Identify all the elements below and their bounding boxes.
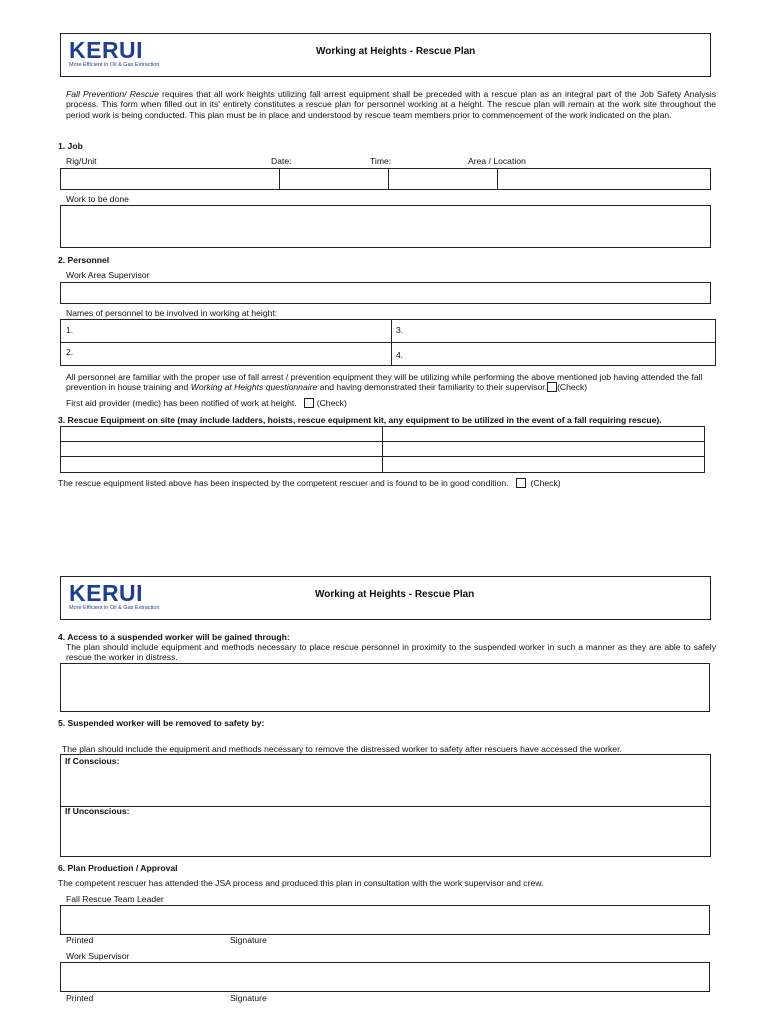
section-removal-heading: 5. Suspended worker will be removed to safety by: [58, 718, 265, 728]
form-title: Working at Heights - Rescue Plan [315, 589, 475, 600]
equipment-table [60, 426, 705, 473]
intro-italic-lead: Fall Prevention/ Rescue [66, 89, 159, 99]
removal-instructions: The plan should include the equipment and methods necessary to remove the distressed worker to safety after rescuers have accessed the worker. [62, 744, 622, 754]
page-header-1 [60, 33, 711, 77]
time-field[interactable] [389, 169, 498, 189]
equipment-cell[interactable] [61, 427, 382, 441]
approval-statement: The competent rescuer has attended the JSA process and produced this plan in consultation with the work supervisor and crew. [58, 878, 544, 888]
if-conscious-field[interactable] [61, 767, 710, 805]
check-label: (Check) [530, 478, 561, 488]
work-supervisor-printed-label: Printed [66, 993, 94, 1003]
work-to-be-done-label: Work to be done [66, 194, 129, 204]
if-unconscious-label: If Unconscious: [65, 806, 130, 816]
personnel-slot[interactable]: 3. [396, 325, 404, 335]
first-aid-text: First aid provider (medic) has been notified of work at height. [66, 398, 297, 408]
job-fields-row [60, 168, 711, 190]
date-label: Date: [271, 156, 292, 166]
personnel-slot[interactable]: 1. [66, 325, 74, 335]
work-supervisor-label: Work Supervisor [66, 951, 130, 961]
inspected-text: The rescue equipment listed above has been inspected by the competent rescuer and is found to be in good condition. [58, 478, 509, 488]
access-instructions: The plan should include equipment and methods necessary to place rescue personnel in proximity to the suspended worker in such a manner as they are able to safely rescue the worker in distress. [66, 642, 716, 663]
team-leader-field[interactable] [60, 905, 710, 935]
access-field[interactable] [60, 663, 710, 712]
intro-paragraph [66, 89, 716, 120]
removal-table [60, 754, 711, 857]
team-leader-printed-label: Printed [66, 935, 94, 945]
personnel-names-label: Names of personnel to be involved in working at height: [66, 308, 278, 318]
equipment-cell[interactable] [61, 457, 382, 472]
equipment-cell[interactable] [383, 457, 704, 472]
work-supervisor-field[interactable] [60, 962, 710, 992]
work-to-be-done-field[interactable] [60, 205, 711, 248]
section-approval-heading: 6. Plan Production / Approval [58, 863, 178, 873]
check-label: (Check) [557, 382, 588, 393]
section-personnel-heading: 2. Personnel [58, 255, 110, 265]
first-aid-checkbox[interactable] [304, 398, 314, 408]
check-label: (Check) [316, 398, 347, 408]
familiarity-text: All personnel are familiar with the proper use of fall arrest / prevention equipment they will be utilizing while performing the above mentioned job having attended the fall prevention in house training and [66, 372, 703, 393]
logo-wordmark: KERUI [69, 580, 144, 606]
if-unconscious-field[interactable] [61, 818, 710, 856]
work-supervisor-signature-label: Signature [230, 993, 267, 1003]
section-equipment-heading: 3. Rescue Equipment on site (may include ladders, hoists, rescue equipment kit, any equipment to be utilized in the event of a fall requiring rescue). [58, 415, 662, 425]
page-header-2 [60, 576, 711, 620]
section-job-heading: 1. Job [58, 141, 83, 151]
work-area-supervisor-field[interactable] [60, 282, 711, 304]
personnel-names-table [60, 319, 716, 366]
form-title: Working at Heights - Rescue Plan [316, 46, 476, 57]
intro-text: requires that all work heights utilizing fall arrest equipment shall be preceded with a rescue plan as an integral part of the Job Safety Analysis process. This form when filled out in its' entirety constitutes a rescue plan for personnel working at a height. The rescue plan will remain at the work site throughout the period work is being conducted. This plan must be in place and understood by rescue team members prior to commencement of the work indicated on the plan. [66, 89, 716, 120]
rig-field[interactable] [61, 169, 280, 189]
personnel-familiarity-statement [66, 372, 716, 393]
personnel-slot[interactable]: 2. [66, 347, 74, 357]
company-logo [69, 38, 159, 69]
equipment-cell[interactable] [383, 442, 704, 456]
familiarity-text-end: and having demonstrated their familiarity to their supervisor. [317, 382, 548, 393]
personnel-slot[interactable]: 4. [396, 350, 404, 360]
logo-tagline: More Efficient in Oil & Gas Extraction [69, 605, 160, 611]
questionnaire-name: Working at Heights questionnaire [190, 382, 318, 393]
team-leader-signature-label: Signature [230, 935, 267, 945]
if-conscious-label: If Conscious: [65, 756, 120, 766]
logo-tagline: More Efficient in Oil & Gas Extraction [69, 62, 160, 68]
rig-label: Rig/Unit [66, 156, 97, 166]
company-logo [69, 581, 159, 612]
first-aid-statement [66, 398, 347, 408]
work-area-supervisor-label: Work Area Supervisor [66, 270, 150, 280]
team-leader-label: Fall Rescue Team Leader [66, 894, 164, 904]
familiarity-checkbox[interactable] [547, 382, 557, 392]
area-label: Area / Location [468, 156, 526, 166]
time-label: Time: [370, 156, 392, 166]
area-field[interactable] [498, 169, 710, 189]
divider [61, 342, 715, 343]
equipment-inspected-statement [58, 478, 561, 488]
date-field[interactable] [280, 169, 389, 189]
equipment-cell[interactable] [61, 442, 382, 456]
section-access-heading: 4. Access to a suspended worker will be gained through: [58, 632, 290, 642]
equipment-cell[interactable] [383, 427, 704, 441]
equipment-inspected-checkbox[interactable] [516, 478, 526, 488]
logo-wordmark: KERUI [69, 37, 144, 63]
divider [61, 806, 710, 807]
